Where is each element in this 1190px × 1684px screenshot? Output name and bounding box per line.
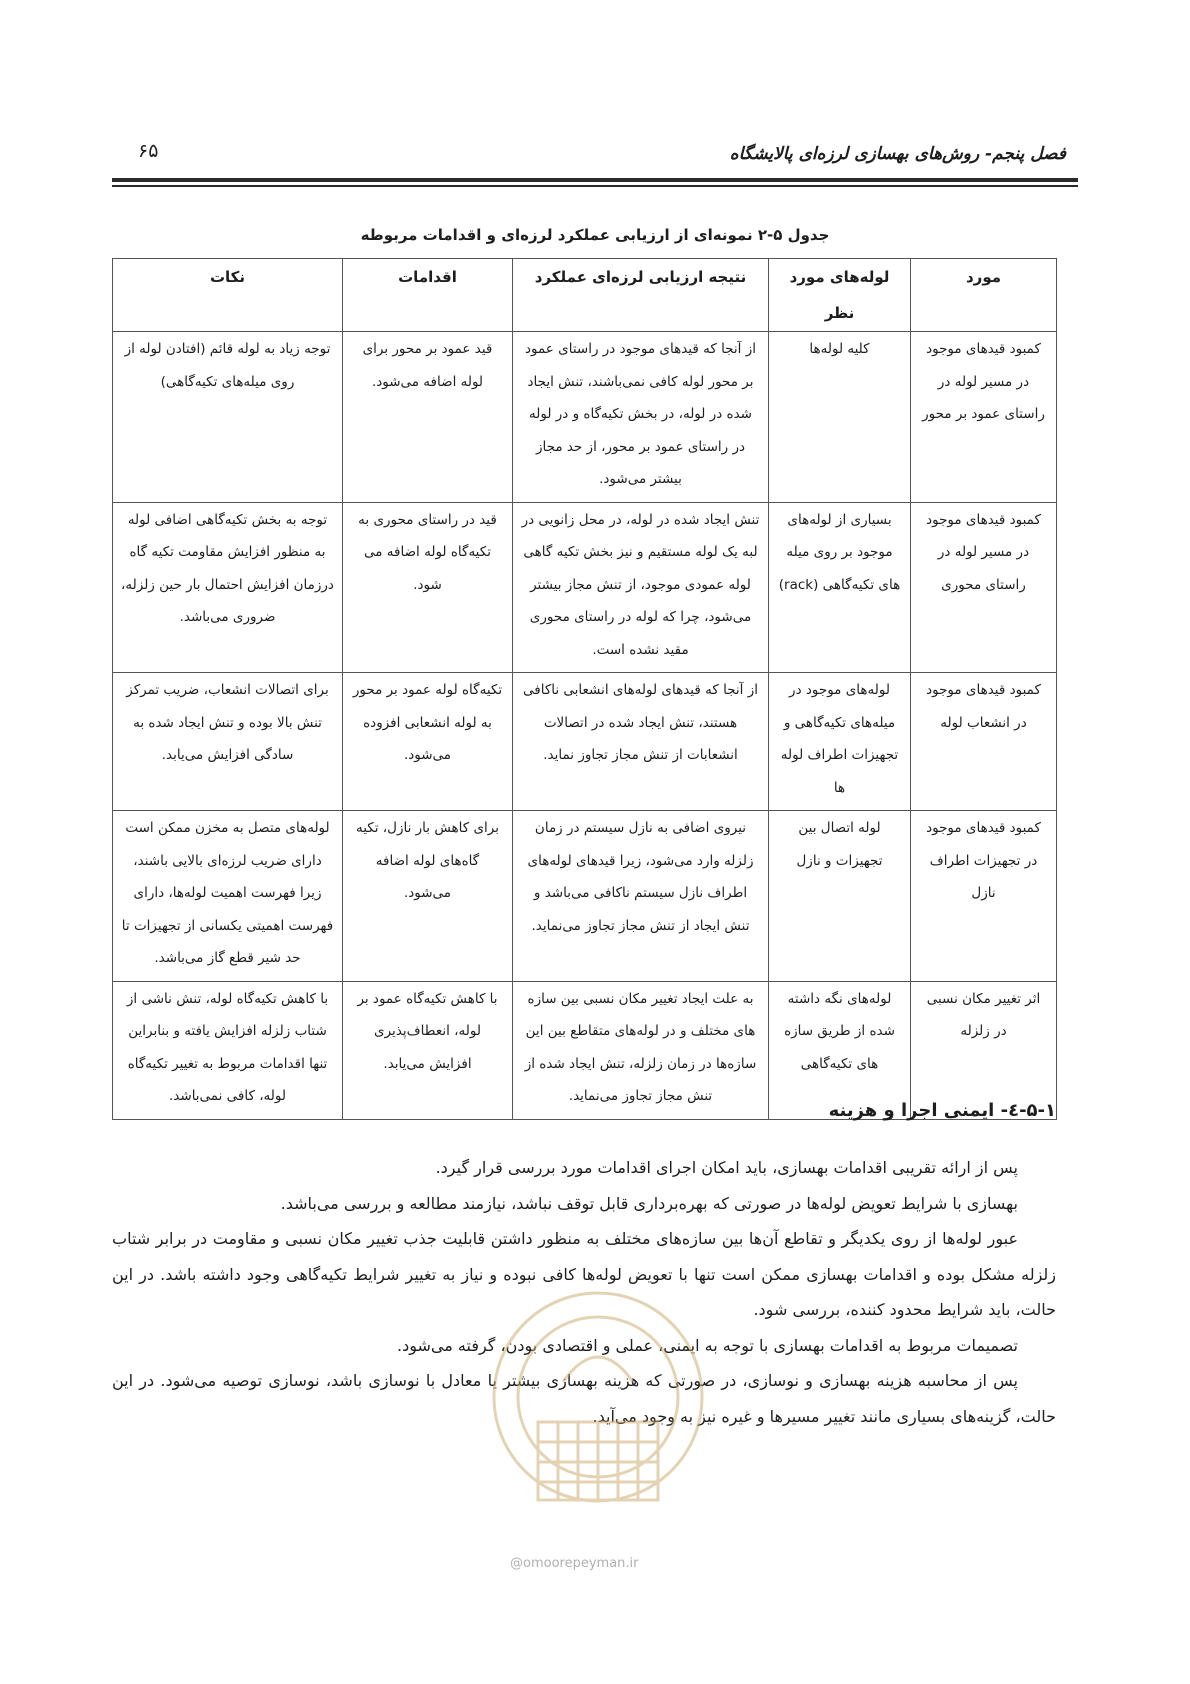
cell-measures: برای کاهش بار نازل، تکیه گاه‌های لوله اضافه می‌شود. <box>343 811 513 982</box>
page-header <box>112 138 1078 178</box>
cell-notes: لوله‌های متصل به مخزن ممکن است دارای ضریب لرزه‌ای بالایی باشند، زیرا فهرست اهمیت لوله‌ها، دارای فهرست اهمیتی یکسانی از تجهیزات تا حد شیر قطع گاز می‌باشد. <box>113 811 343 982</box>
page-number: ۶۵ <box>138 140 159 162</box>
cell-target-pipes: کلیه لوله‌ها <box>769 332 911 503</box>
header-measures: اقدامات <box>343 259 513 332</box>
paragraph: پس از ارائه تقریبی اقدامات بهسازی، باید امکان اجرای اقدامات مورد بررسی قرار گیرد. <box>435 1158 1018 1177</box>
cell-case: اثر تغییر مکان نسبی در زلزله <box>911 981 1057 1119</box>
watermark-logo-icon <box>478 1272 718 1562</box>
running-title: فصل پنجم- روش‌های بهسازی لرزه‌ای پالایشگاه <box>729 144 1066 164</box>
paragraph: بهسازی با شرایط تعویض لوله‌ها در صورتی که بهره‌برداری قابل توقف نباشد، نیازمند مطالعه و بررسی می‌باشد. <box>280 1193 1018 1213</box>
assessment-table <box>112 258 1057 1120</box>
cell-assessment-result: نیروی اضافی به نازل سیستم در زمان زلزله وارد می‌شود، زیرا قیدهای لوله‌های اطراف نازل سیستم ناکافی می‌باشد و تنش ایجاد از تنش مجاز تجاوز می‌نماید. <box>513 811 769 982</box>
cell-case: کمبود قیدهای موجود در تجهیزات اطراف نازل <box>911 811 1057 982</box>
cell-notes: برای اتصالات انشعاب، ضریب تمرکز تنش بالا بوده و تنش ایجاد شده به سادگی افزایش می‌یابد. <box>113 673 343 811</box>
cell-measures: تکیه‌گاه لوله عمود بر محور به لوله انشعابی افزوده می‌شود. <box>343 673 513 811</box>
table-header-row <box>113 259 1057 332</box>
cell-case: کمبود قیدهای موجود در انشعاب لوله <box>911 673 1057 811</box>
header-target-pipes: لوله‌های مورد نظر <box>769 259 911 332</box>
cell-target-pipes: بسیاری از لوله‌های موجود بر روی میله های تکیه‌گاهی (rack) <box>769 502 911 673</box>
table-row <box>113 502 1057 673</box>
table-row <box>113 981 1057 1119</box>
cell-notes: توجه به بخش تکیه‌گاهی اضافی لوله به منظور افزایش مقاومت تکیه گاه درزمان افزایش احتمال بار حین زلزله، ضروری می‌باشد. <box>113 502 343 673</box>
cell-target-pipes: لوله اتصال بین تجهیزات و نازل <box>769 811 911 982</box>
table-row <box>113 332 1057 503</box>
cell-target-pipes: لوله‌های موجود در میله‌های تکیه‌گاهی و تجهیزات اطراف لوله ها <box>769 673 911 811</box>
table-caption: جدول ۵-۲ نمونه‌ای از ارزیابی عملکرد لرزه‌ای و اقدامات مربوطه <box>360 226 830 244</box>
table-row <box>113 673 1057 811</box>
paragraph: تصمیمات مربوط به اقدامات بهسازی با توجه به ایمنی، عملی و اقتصادی بودن، گرفته می‌شود. <box>397 1335 1018 1355</box>
cell-notes: با کاهش تکیه‌گاه لوله، تنش ناشی از شتاب زلزله افزایش یافته و بنابراین تنها اقدامات مربوط به تغییر تکیه‌گاه لوله، کافی نمی‌باشد. <box>113 981 343 1119</box>
cell-assessment-result: از آنجا که قیدهای لوله‌های انشعابی ناکافی هستند، تنش ایجاد شده در اتصالات انشعابات از تنش مجاز تجاوز نماید. <box>513 673 769 811</box>
header-case: مورد <box>911 259 1057 332</box>
cell-measures: قید در راستای محوری به تکیه‌گاه لوله اضافه می شود. <box>343 502 513 673</box>
cell-case: کمبود قیدهای موجود در مسیر لوله در راستای محوری <box>911 502 1057 673</box>
cell-assessment-result: از آنجا که قیدهای موجود در راستای عمود بر محور لوله کافی نمی‌باشند، تنش ایجاد شده در لوله، در بخش تکیه‌گاه و در لوله در راستای عمود بر محور، از حد مجاز بیشتر می‌شود. <box>513 332 769 503</box>
header-notes: نکات <box>113 259 343 332</box>
watermark-url: @omoorepeyman.ir <box>510 1556 639 1571</box>
cell-case: کمبود قیدهای موجود در مسیر لوله در راستای عمود بر محور <box>911 332 1057 503</box>
table-row <box>113 811 1057 982</box>
section-heading: ۵-۱-٤- ایمنی اجرا و هزینه <box>828 1100 1056 1121</box>
cell-measures: با کاهش تکیه‌گاه عمود بر لوله، انعطاف‌پذیری افزایش می‌یابد. <box>343 981 513 1119</box>
header-assessment-result: نتیجه ارزیابی لرزه‌ای عملکرد <box>513 259 769 332</box>
paragraph: پس از محاسبه هزینه بهسازی و نوسازی، در صورتی که هزینه بهسازی بیشتر یا معادل با نوسازی باشد، نوسازی توصیه می‌شود. در این حالت، گزینه‌های بسیاری مانند تغییر مسیرها و غیره نیز به وجود می‌آید. <box>112 1371 1056 1426</box>
cell-measures: قید عمود بر محور برای لوله اضافه می‌شود. <box>343 332 513 503</box>
cell-assessment-result: تنش ایجاد شده در لوله، در محل زانویی در لبه یک لوله مستقیم و نیز بخش تکیه گاهی لوله عمودی موجود، از تنش مجاز بیشتر می‌شود، چرا که لوله در راستای محوری مقید نشده است. <box>513 502 769 673</box>
header-rule-thick <box>112 178 1078 182</box>
cell-assessment-result: به علت ایجاد تغییر مکان نسبی بین سازه های مختلف و در لوله‌های متقاطع بین این سازه‌ها در زمان زلزله، تنش ایجاد شده از تنش مجاز تجاوز می‌نماید. <box>513 981 769 1119</box>
paragraph: عبور لوله‌ها از روی یکدیگر و تقاطع آن‌ها بین سازه‌های مختلف به منظور داشتن قابلیت جذب تغییر مکان نسبی و مقاومت در برابر شتاب زلزله مشکل بوده و اقدامات بهسازی ممکن است تنها با تعویض لوله‌ها کافی نبوده و نیاز به تغییر شرایط تکیه‌گاهی وجود داشته باشد. در این حالت، باید شرایط محدود کننده، بررسی شود. <box>112 1229 1056 1319</box>
header-rule-thin <box>112 185 1078 187</box>
cell-target-pipes: لوله‌های نگه داشته شده از طریق سازه های تکیه‌گاهی <box>769 981 911 1119</box>
cell-notes: توجه زیاد به لوله قائم (افتادن لوله از روی میله‌های تکیه‌گاهی) <box>113 332 343 503</box>
